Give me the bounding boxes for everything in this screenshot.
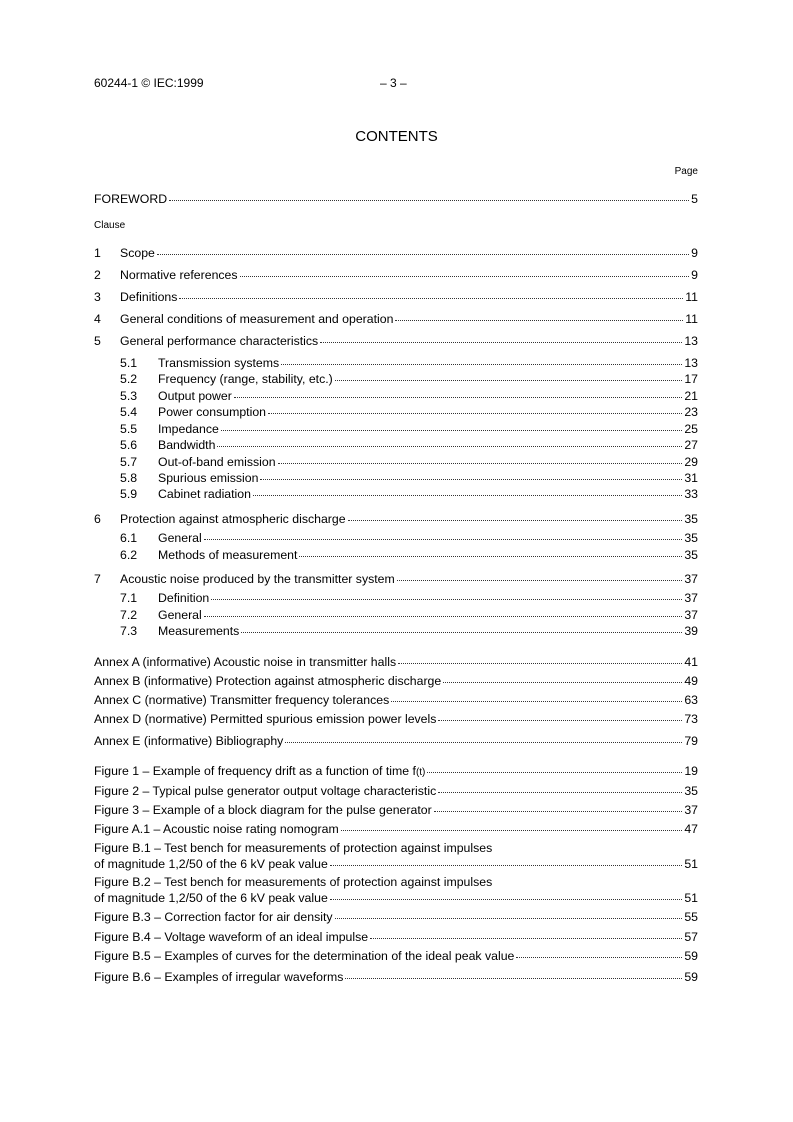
entry-page: 9: [691, 246, 698, 260]
toc-entry[interactable]: [94, 711, 698, 727]
entry-page: 55: [684, 910, 698, 924]
entry-page: 25: [684, 422, 698, 436]
entry-title: Figure A.1 – Acoustic noise rating nomogram: [94, 822, 339, 836]
entry-title: Out-of-band emission: [158, 455, 276, 469]
entry-page: 27: [684, 438, 698, 452]
entry-page: 13: [684, 356, 698, 370]
entry-title: Spurious emission: [158, 471, 259, 485]
entry-number: 5: [94, 334, 101, 348]
entry-title: General conditions of measurement and operation: [120, 312, 394, 326]
entry-number: 5.9: [120, 487, 138, 501]
dot-leader: [285, 741, 682, 743]
entry-number: 1: [94, 246, 101, 260]
entry-page: 37: [684, 608, 698, 622]
toc-entry[interactable]: [94, 733, 698, 749]
entry-number: 7.1: [120, 591, 138, 605]
entry-number: 5.8: [120, 471, 138, 485]
entry-title: Bandwidth: [158, 438, 216, 452]
entry-title: Protection against atmospheric discharge: [120, 512, 346, 526]
entry-page: 11: [685, 290, 698, 304]
document-id: 60244-1 © IEC:1999: [94, 76, 204, 90]
toc-entry[interactable]: [94, 486, 698, 502]
entry-number: 7: [94, 572, 101, 586]
dot-leader: [260, 478, 682, 480]
entry-page: 35: [684, 512, 698, 526]
clause-column-label: Clause: [94, 220, 126, 231]
entry-title-subscript: (t): [415, 767, 426, 778]
dot-leader: [234, 396, 682, 398]
dot-leader: [169, 199, 689, 201]
entry-title: of magnitude 1,2/50 of the 6 kV peak value: [94, 857, 328, 871]
entry-page: 39: [684, 624, 698, 638]
toc-entry[interactable]: [94, 673, 698, 689]
dot-leader: [281, 363, 682, 365]
entry-title: Transmission systems: [158, 356, 280, 370]
toc-entry[interactable]: [94, 421, 698, 437]
entry-page: 37: [684, 591, 698, 605]
entry-title: Scope: [120, 246, 155, 260]
dot-leader: [348, 519, 683, 521]
dot-leader: [268, 412, 682, 414]
dot-leader: [299, 555, 682, 557]
dot-leader: [335, 917, 683, 919]
entry-page: 59: [684, 949, 698, 963]
entry-title: FOREWORD: [94, 192, 168, 206]
dot-leader: [241, 631, 682, 633]
entry-number: 4: [94, 312, 101, 326]
dot-leader: [217, 445, 682, 447]
dot-leader: [221, 429, 682, 431]
toc-entry[interactable]: [94, 607, 698, 623]
entry-title: Impedance: [158, 422, 219, 436]
toc-entry[interactable]: [94, 371, 698, 387]
entry-page: 29: [684, 455, 698, 469]
toc-entry[interactable]: [94, 856, 698, 872]
entry-title: Power consumption: [158, 405, 266, 419]
entry-page: 31: [684, 471, 698, 485]
entry-title: Methods of measurement: [158, 548, 298, 562]
entry-page: 33: [684, 487, 698, 501]
dot-leader: [434, 810, 683, 812]
entry-title: Output power: [158, 389, 232, 403]
toc-entry-first-line: Figure B.2 – Test bench for measurements of protection against impulses: [94, 875, 493, 889]
entry-number: 6: [94, 512, 101, 526]
entry-page: 19: [684, 764, 698, 778]
entry-page: 21: [684, 389, 698, 403]
entry-title: Annex D (normative) Permitted spurious emission power levels: [94, 712, 437, 726]
toc-entry[interactable]: [94, 571, 698, 587]
entry-title: Definition: [158, 591, 210, 605]
entry-page: 23: [684, 405, 698, 419]
dot-leader: [211, 598, 682, 600]
entry-page: 17: [684, 372, 698, 386]
entry-title: Figure B.3 – Correction factor for air density: [94, 910, 333, 924]
entry-number: 6.1: [120, 531, 138, 545]
entry-page: 79: [684, 734, 698, 748]
dot-leader: [330, 898, 683, 900]
toc-entry[interactable]: [94, 404, 698, 420]
entry-title: Annex E (informative) Bibliography: [94, 734, 284, 748]
toc-entry[interactable]: [94, 547, 698, 563]
entry-number: 2: [94, 268, 101, 282]
entry-number: 5.3: [120, 389, 138, 403]
toc-entry[interactable]: [94, 948, 698, 964]
dot-leader: [345, 977, 682, 979]
dot-leader: [443, 681, 682, 683]
toc-entry[interactable]: [94, 267, 698, 283]
dot-leader: [427, 771, 682, 773]
entry-number: 3: [94, 290, 101, 304]
entry-title: Figure 1 – Example of frequency drift as a function of time f: [94, 764, 416, 778]
entry-page: 41: [684, 655, 698, 669]
dot-leader: [253, 494, 682, 496]
entry-page: 11: [685, 312, 698, 326]
toc-entry[interactable]: [94, 311, 698, 327]
toc-entry[interactable]: [94, 289, 698, 305]
dot-leader: [516, 956, 682, 958]
entry-page: 35: [684, 784, 698, 798]
dot-leader: [438, 791, 682, 793]
entry-number: 5.1: [120, 356, 138, 370]
dot-leader: [341, 829, 683, 831]
dot-leader: [395, 319, 683, 321]
dot-leader: [438, 719, 682, 721]
entry-title: General: [158, 608, 202, 622]
entry-title: Figure B.4 – Voltage waveform of an ideal impulse: [94, 930, 369, 944]
entry-title: Annex B (informative) Protection against atmospheric discharge: [94, 674, 442, 688]
dot-leader: [204, 538, 683, 540]
toc-entry[interactable]: [94, 437, 698, 453]
toc-entry[interactable]: [94, 623, 698, 639]
toc-entry[interactable]: [94, 333, 698, 349]
dot-leader: [179, 297, 683, 299]
toc-entry[interactable]: [94, 590, 698, 606]
entry-title: Normative references: [120, 268, 238, 282]
entry-title: Definitions: [120, 290, 178, 304]
toc-entry-first-line: Figure B.1 – Test bench for measurements of protection against impulses: [94, 841, 493, 855]
entry-page: 35: [684, 531, 698, 545]
entry-title: Annex A (informative) Acoustic noise in transmitter halls: [94, 655, 397, 669]
entry-page: 37: [684, 803, 698, 817]
entry-number: 5.4: [120, 405, 138, 419]
entry-page: 47: [684, 822, 698, 836]
toc-entry[interactable]: [94, 355, 698, 371]
entry-title: General performance characteristics: [120, 334, 319, 348]
entry-page: 5: [691, 192, 698, 206]
toc-entry[interactable]: [94, 802, 698, 818]
page-title: CONTENTS: [355, 128, 438, 145]
entry-title: Measurements: [158, 624, 240, 638]
dot-leader: [204, 615, 683, 617]
entry-number: 5.2: [120, 372, 138, 386]
entry-number: 5.5: [120, 422, 138, 436]
entry-page: 35: [684, 548, 698, 562]
toc-entry[interactable]: [94, 763, 698, 779]
entry-title: of magnitude 1,2/50 of the 6 kV peak value: [94, 891, 328, 905]
entry-page: 73: [684, 712, 698, 726]
entry-page: 51: [684, 857, 698, 871]
entry-page: 59: [684, 970, 698, 984]
toc-entry[interactable]: [94, 388, 698, 404]
entry-number: 7.2: [120, 608, 138, 622]
entry-number: 6.2: [120, 548, 138, 562]
toc-entry[interactable]: [94, 783, 698, 799]
toc-entry[interactable]: [94, 454, 698, 470]
entry-title: Annex C (normative) Transmitter frequency tolerances: [94, 693, 390, 707]
page-number: – 3 –: [380, 76, 407, 90]
entry-page: 63: [684, 693, 698, 707]
entry-number: 5.6: [120, 438, 138, 452]
toc-entry[interactable]: [94, 191, 698, 207]
entry-page: 37: [684, 572, 698, 586]
toc-entry[interactable]: [94, 929, 698, 945]
entry-page: 9: [691, 268, 698, 282]
toc-entry[interactable]: [94, 470, 698, 486]
entry-title: Cabinet radiation: [158, 487, 251, 501]
toc-entry[interactable]: [94, 511, 698, 527]
entry-page: 13: [684, 334, 698, 348]
entry-page: 51: [684, 891, 698, 905]
entry-title: Figure 2 – Typical pulse generator output voltage characteristic: [94, 784, 437, 798]
dot-leader: [398, 662, 682, 664]
entry-title: Frequency (range, stability, etc.): [158, 372, 333, 386]
dot-leader: [330, 864, 683, 866]
entry-title: Acoustic noise produced by the transmitter system: [120, 572, 395, 586]
entry-page: 57: [684, 930, 698, 944]
toc-entry[interactable]: [94, 969, 698, 985]
entry-number: 5.7: [120, 455, 138, 469]
entry-title: Figure 3 – Example of a block diagram for the pulse generator: [94, 803, 432, 817]
toc-entry[interactable]: [94, 821, 698, 837]
dot-leader: [278, 462, 683, 464]
page-column-label: Page: [674, 166, 698, 177]
toc-entry[interactable]: [94, 654, 698, 670]
dot-leader: [391, 700, 682, 702]
toc-entry[interactable]: [94, 530, 698, 546]
dot-leader: [370, 937, 682, 939]
entry-page: 49: [684, 674, 698, 688]
toc-entry[interactable]: [94, 692, 698, 708]
entry-number: 7.3: [120, 624, 138, 638]
dot-leader: [157, 253, 689, 255]
dot-leader: [335, 379, 683, 381]
entry-title: General: [158, 531, 202, 545]
toc-entry[interactable]: [94, 890, 698, 906]
dot-leader: [320, 341, 682, 343]
entry-title: Figure B.5 – Examples of curves for the determination of the ideal peak value: [94, 949, 515, 963]
toc-entry[interactable]: [94, 245, 698, 261]
entry-title: Figure B.6 – Examples of irregular waveforms: [94, 970, 344, 984]
toc-entry[interactable]: [94, 909, 698, 925]
dot-leader: [397, 579, 683, 581]
dot-leader: [240, 275, 690, 277]
